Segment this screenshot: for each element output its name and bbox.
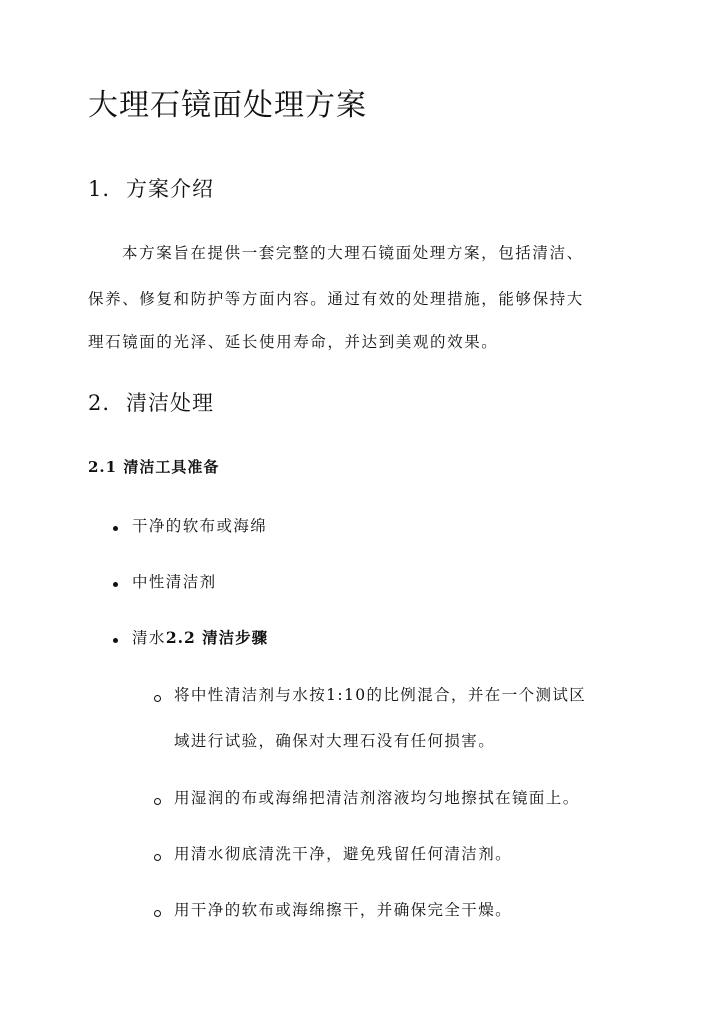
section-1-number: 1.	[88, 177, 111, 201]
circle-bullet	[154, 854, 161, 861]
step-1-line-2: 域进行试验，确保对大理石没有任何损害。	[174, 732, 496, 750]
section-2-heading	[88, 388, 214, 418]
step-3: 用清水彻底清洗干净，避免残留任何清洁剂。	[174, 845, 513, 863]
section-2-number: 2.	[88, 391, 111, 415]
tool-item-1: 干净的软布或海绵	[132, 517, 268, 535]
intro-paragraph-line-2: 保养、修复和防护等方面内容。通过有效的处理措施，能够保持大	[88, 290, 584, 308]
section-2-title: 清洁处理	[126, 391, 214, 415]
circle-bullet	[154, 695, 161, 702]
intro-paragraph-line-3: 理石镜面的光泽、延长使用寿命，并达到美观的效果。	[88, 333, 499, 351]
bullet-dot	[113, 582, 118, 587]
section-1-heading	[88, 174, 214, 204]
circle-bullet	[154, 910, 161, 917]
intro-paragraph-line-1: 本方案旨在提供一套完整的大理石镜面处理方案，包括清洁、	[122, 244, 584, 262]
step-2: 用湿润的布或海绵把清洁剂溶液均匀地擦拭在镜面上。	[174, 789, 580, 807]
tool-item-2: 中性清洁剂	[132, 573, 217, 591]
subsection-2-1-heading: 2.1 清洁工具准备	[88, 458, 220, 476]
bullet-dot	[113, 638, 118, 643]
document-title: 大理石镜面处理方案	[88, 88, 367, 123]
circle-bullet	[154, 798, 161, 805]
tool-item-3-with-inline-heading	[132, 626, 268, 650]
step-1-line-1: 将中性清洁剂与水按1:10的比例混合，并在一个测试区	[174, 686, 587, 704]
subsection-2-2-heading: 2.2 清洁步骤	[165, 628, 269, 647]
step-4: 用干净的软布或海绵擦干，并确保完全干燥。	[174, 901, 513, 919]
tool-item-3: 清水	[132, 629, 166, 647]
bullet-dot	[113, 526, 118, 531]
section-1-title: 方案介绍	[126, 177, 214, 201]
